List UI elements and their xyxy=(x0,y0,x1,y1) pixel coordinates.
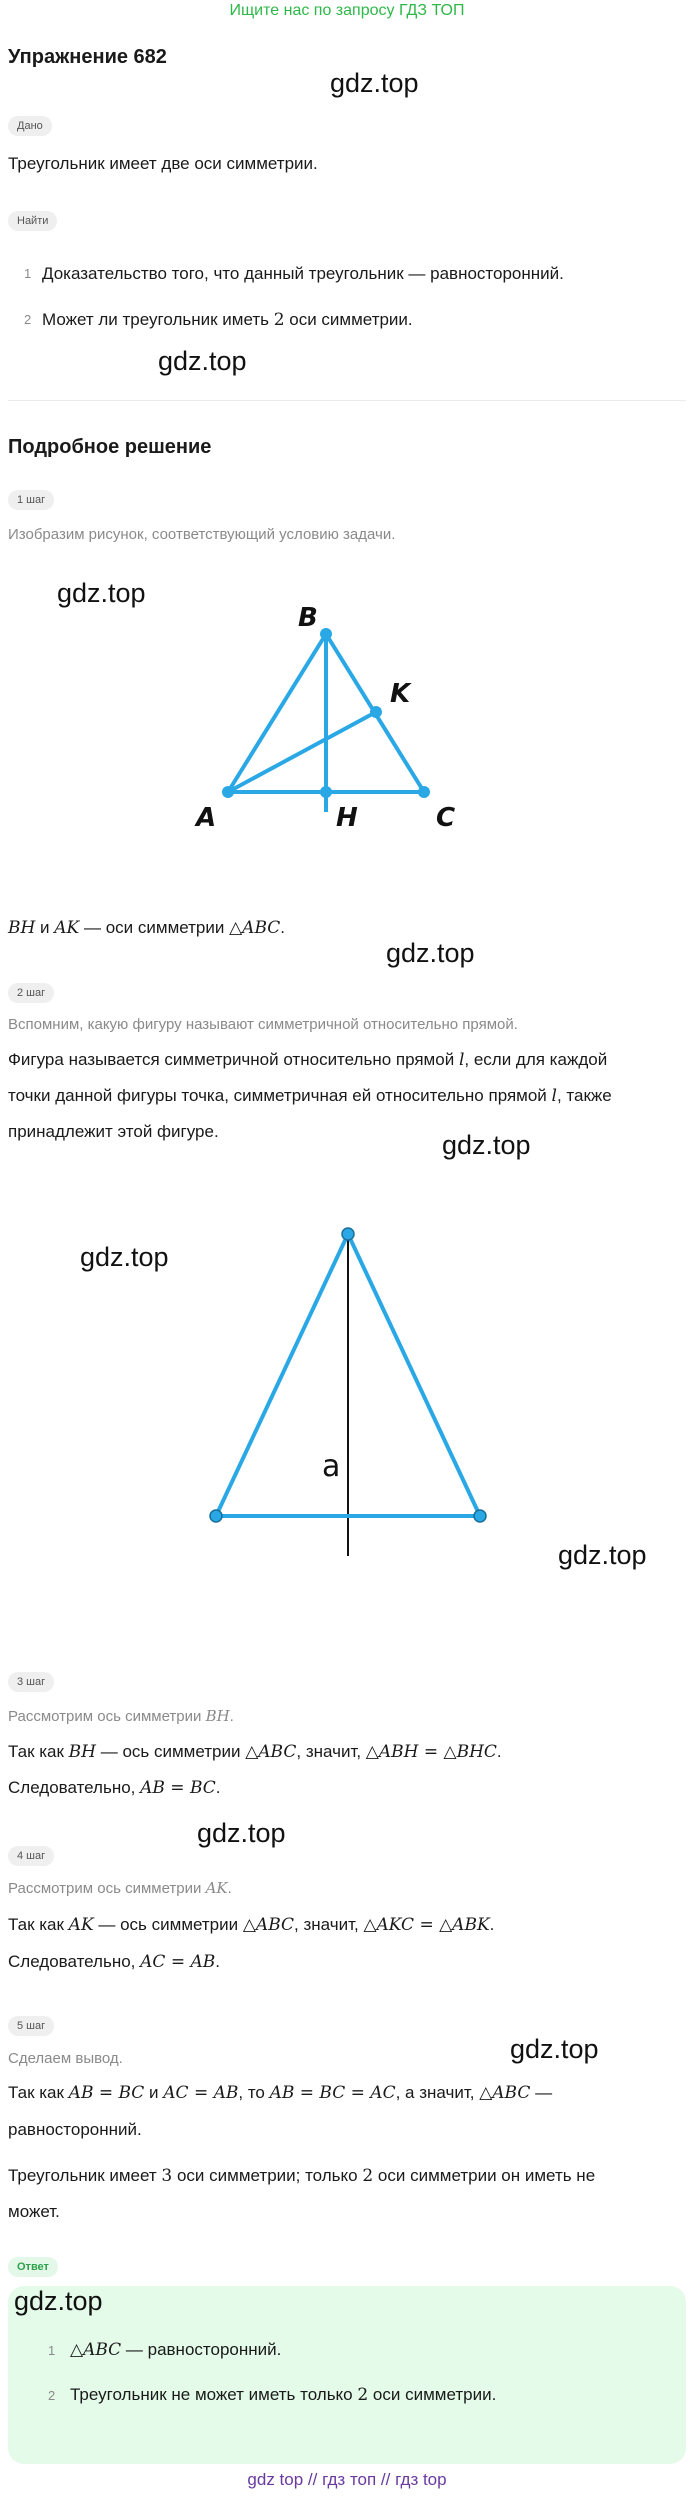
step4-line: Следовательно, AC = AB. xyxy=(8,1952,220,1972)
side-ab xyxy=(228,634,326,792)
step3-line: Так как BH — ось симметрии △ABC, значит, △ABH = △BHC. xyxy=(8,1742,502,1762)
search-hint-link[interactable]: Ищите нас по запросу ГДЗ ТОП xyxy=(229,2,465,19)
label-k: K xyxy=(390,679,411,709)
answer-item xyxy=(48,2342,55,2360)
step-badge: 4 шаг xyxy=(8,1846,54,1866)
solution-title: Подробное решение xyxy=(8,436,212,458)
step-badge: 2 шаг xyxy=(8,983,54,1003)
footer-links[interactable]: gdz top // гдз топ // гдз top xyxy=(247,2470,447,2489)
watermark: gdz.top xyxy=(197,1818,286,1848)
step-hint: Сделаем вывод. xyxy=(8,2050,123,2067)
vertex-right xyxy=(474,1510,486,1522)
step-hint: Вспомним, какую фигуру называют симметричной относительно прямой. xyxy=(8,1016,518,1033)
axis-ak xyxy=(228,712,376,792)
watermark: gdz.top xyxy=(80,1242,169,1272)
step5-line: может. xyxy=(8,2202,60,2221)
step5-line: Так как AB = BC и AC = AB, то AB = BC = AC, а значит, △ABC — xyxy=(8,2083,553,2103)
item-number: 1 xyxy=(24,266,32,281)
watermark: gdz.top xyxy=(442,1130,531,1160)
label-c: C xyxy=(436,803,456,833)
axis-label-a: a xyxy=(322,1449,341,1484)
watermark: gdz.top xyxy=(330,68,419,98)
section-divider xyxy=(8,400,686,401)
item-number: 2 xyxy=(24,312,32,327)
label-h: H xyxy=(336,803,358,833)
answer-item xyxy=(48,2387,55,2405)
item-number: 2 xyxy=(48,2388,56,2403)
point-a xyxy=(222,786,234,798)
answer-item-text: △ABC — равносторонний. xyxy=(70,2340,282,2360)
watermark: gdz.top xyxy=(386,938,475,968)
exercise-title: Упражнение 682 xyxy=(8,46,167,68)
point-b xyxy=(320,628,332,640)
triangle-figure xyxy=(0,580,520,840)
item-number: 1 xyxy=(48,2343,56,2358)
definition-line: точки данной фигуры точка, симметричная ей относительно прямой l, также xyxy=(8,1086,612,1106)
given-badge: Дано xyxy=(8,116,52,136)
watermark: gdz.top xyxy=(158,346,247,376)
find-item xyxy=(24,265,31,283)
definition-line: принадлежит этой фигуре. xyxy=(8,1122,219,1141)
find-item-text: Доказательство того, что данный треугольник — равносторонний. xyxy=(42,264,564,283)
answer-box xyxy=(8,2286,686,2464)
step-badge: 3 шаг xyxy=(8,1672,54,1692)
step5-line: равносторонний. xyxy=(8,2120,142,2139)
symmetry-figure xyxy=(0,1210,560,1580)
step-hint: Изобразим рисунок, соответствующий условию задачи. xyxy=(8,526,396,543)
point-h xyxy=(320,786,332,798)
vertex-top xyxy=(342,1228,354,1240)
find-item-text: Может ли треугольник иметь 2 оси симметрии. xyxy=(42,310,413,330)
label-b: B xyxy=(298,603,318,633)
answer-badge: Ответ xyxy=(8,2257,58,2277)
point-k xyxy=(370,706,382,718)
step-hint: Рассмотрим ось симметрии AK. xyxy=(8,1879,232,1897)
answer-item-text: Треугольник не может иметь только 2 оси симметрии. xyxy=(70,2385,497,2405)
definition-line: Фигура называется симметричной относительно прямой l, если для каждой xyxy=(8,1050,608,1070)
watermark: gdz.top xyxy=(510,2034,599,2064)
step1-conclusion: BH и AK — оси симметрии △ABC. xyxy=(8,918,286,938)
vertex-left xyxy=(210,1510,222,1522)
step-badge: 5 шаг xyxy=(8,2016,54,2036)
triangle-right-side xyxy=(348,1234,480,1516)
step3-line: Следовательно, AB = BC. xyxy=(8,1778,221,1798)
step-hint: Рассмотрим ось симметрии BH. xyxy=(8,1707,234,1725)
watermark: gdz.top xyxy=(558,1540,647,1570)
watermark: gdz.top xyxy=(57,578,146,608)
find-badge: Найти xyxy=(8,211,57,231)
watermark: gdz.top xyxy=(14,2286,103,2316)
step4-line: Так как AK — ось симметрии △ABC, значит, △AKC = △ABK. xyxy=(8,1915,495,1935)
step5-line: Треугольник имеет 3 оси симметрии; только 2 оси симметрии он иметь не xyxy=(8,2166,596,2186)
find-item xyxy=(24,311,31,329)
step-badge: 1 шаг xyxy=(8,490,54,510)
given-text: Треугольник имеет две оси симметрии. xyxy=(8,154,318,173)
label-a: A xyxy=(196,803,217,833)
point-c xyxy=(418,786,430,798)
